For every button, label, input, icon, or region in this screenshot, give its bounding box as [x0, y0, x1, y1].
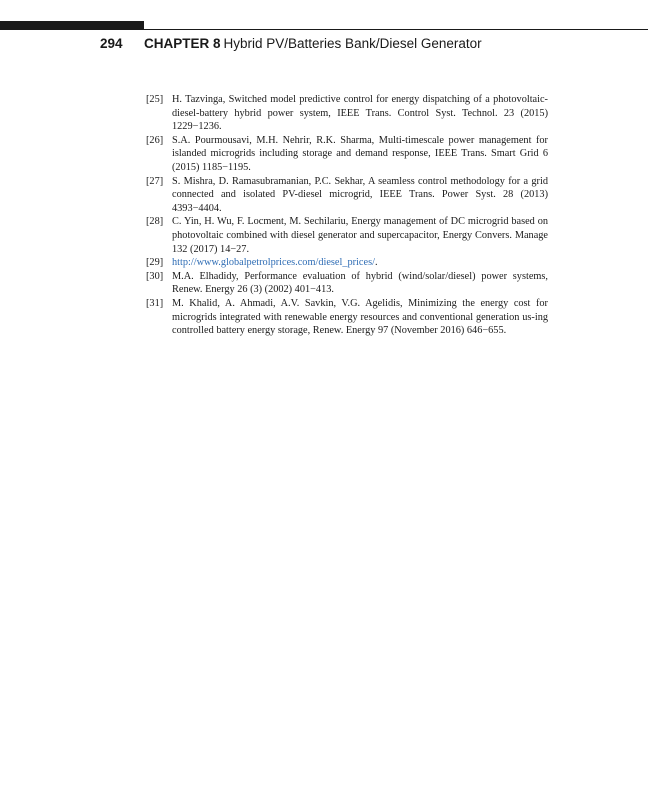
reference-text: S.A. Pourmousavi, M.H. Nehrir, R.K. Sharma, Multi-timescale power management for islanded microgrids including storage and demand response, IEEE Trans. Smart Grid 6 (2015) 1185−1195.: [172, 134, 548, 173]
reference-text: M. Khalid, A. Ahmadi, A.V. Savkin, V.G. Agelidis, Minimizing the energy cost for microgrids integrated with renewable energy resources and conventional generation us-ing controlled battery energy storage, Renew. Energy 97 (November 2016) 646−655.: [172, 297, 548, 337]
reference-number: [25]: [146, 94, 164, 105]
reference-number: [31]: [146, 297, 164, 309]
reference-item: [146, 256, 548, 270]
reference-number: [29]: [146, 257, 164, 269]
reference-item: [146, 175, 548, 216]
reference-text: H. Tazvinga, Switched model predictive control for energy dispatching of a photovoltaic-diesel-battery hybrid power system, IEEE Trans. Control Syst. Technol. 23 (2015) 1229−1236.: [172, 94, 548, 133]
chapter-label: CHAPTER 8: [144, 36, 221, 51]
page-number: 294: [100, 36, 123, 51]
reference-list: [146, 93, 548, 338]
reference-item: [146, 270, 548, 297]
reference-item: [146, 215, 548, 256]
reference-number: [28]: [146, 216, 164, 228]
chapter-title: Hybrid PV/Batteries Bank/Diesel Generator: [223, 36, 482, 51]
reference-number: [26]: [146, 134, 164, 146]
header-bar: [0, 21, 144, 30]
reference-text-link-row: [172, 257, 378, 268]
diesel-prices-link[interactable]: http://www.globalpetrolprices.com/diesel_prices/: [172, 257, 375, 269]
reference-number: [30]: [146, 270, 164, 282]
running-head: [100, 35, 482, 53]
reference-text: S. Mishra, D. Ramasubramanian, P.C. Sekhar, A seamless control methodology for a grid connected and isolated PV-diesel microgrid, IEEE Trans. Power Syst. 28 (2013) 4393−4404.: [172, 175, 548, 214]
reference-item: [146, 134, 548, 175]
reference-text: C. Yin, H. Wu, F. Locment, M. Sechilariu, Energy management of DC microgrid based on photovoltaic combined with diesel generator and supercapacitor, Energy Convers. Manage 132 (2017) 14−27.: [172, 216, 548, 255]
reference-item: [146, 297, 548, 338]
reference-suffix: .: [374, 257, 378, 269]
reference-number: [27]: [146, 175, 164, 187]
header-rule: [144, 29, 648, 30]
reference-item: [146, 93, 548, 134]
reference-text: M.A. Elhadidy, Performance evaluation of hybrid (wind/solar/diesel) power systems, Renew. Energy 26 (3) (2002) 401−413.: [172, 270, 548, 296]
